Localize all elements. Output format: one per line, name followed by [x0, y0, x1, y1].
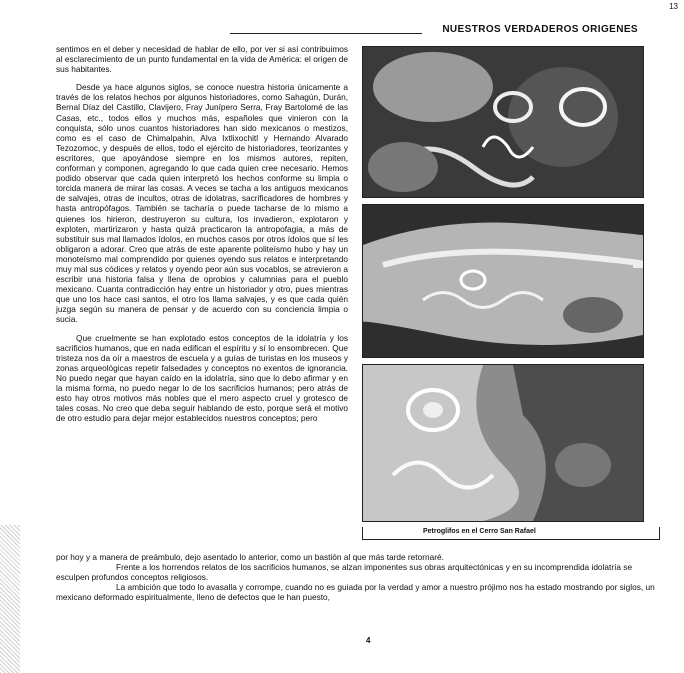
petroglyph-photo-3 [362, 364, 644, 522]
paragraph: La ambición que todo lo avasalla y corrompe, cuando no es guiada por la verdad y amor a nuestro prójimo nos ha estado mostrando por siglos, un mexicano deformado espiritualmente, lleno de defectos que le han puesto, [56, 582, 655, 603]
corner-mark: 13 [669, 2, 678, 11]
header-title: NUESTROS VERDADEROS ORIGENES [442, 24, 638, 35]
photo-caption-box [362, 527, 660, 540]
photo-caption: Petroglifos en el Cerro San Rafael [423, 528, 536, 535]
paragraph: Desde ya hace algunos siglos, se conoce nuestra historia únicamente a través de los relatos hechos por algunos historiadores, como Sahagún, Durán, Bernal Díaz del Castillo, Clavijero, Fray Junípero Serra, Fray Bartolomé de las Casas, etc., todos ellos y muchos más, españoles que vinieron con la conquista, sólo unos cuantos historiadores han sido mexicanos o mestizos, como es el caso de Chimalpahin, Alva Ixtlixochitl y Hernando Alvarado Tezozomoc, y después de ellos, todo el ejército de historiadores, teorizantes y escritores, que apoyándose siempre en los mismos autores, repiten, conforman y componen, agregando lo que cada quien cree necesario. Hemos podido observar que cada quien interpretó los hechos conforme su limpia o torcida manera de mirar las cosas. A veces se tacha a los antiguos mexicanos de salvajes, otras de incultos, otras de idolatras, sacrificadores de hombres y hasta antropófagos. También se tacharía o puede tacharse de lo mismo a quienes los hirieron, destruyeron su cultura, los invadieron, explotaron y exploten, martirizaron y hasta quizá practicaron la antropofagia, a más de substituir sus mal llamados ídolos, en muchos casos por otros ídolos que sí les obligaron a adorar. Creo que atrás de este aparente politeísmo hubo y hay un monoteísmo mal comprendido por quienes oyendo sus relatos e interpretando muy mal sus códices y relatos y oyendo peor aún sus vocablos, se atrevieron a escribir una historia falsa y llena de oprobios y calumnias para el pueblo mexicano. Cuanta contradicción hay entre un historiador y otro, pues mientras que uno los hace casi santos, el otro los llama salvajes, y es que cada quién juzga según su manera de pensar y de acuerdo con su conciencia limpia o sucia. [56, 82, 348, 325]
photo-column [362, 46, 650, 528]
full-width-text [56, 552, 656, 602]
left-text-column [56, 44, 348, 423]
page-number: 4 [366, 636, 371, 645]
scan-noise-edge [0, 525, 20, 673]
paragraph: Frente a los horrendos relatos de los sacrificios humanos, se alzan imponentes sus obras arquitectónicas y en su incomprendida idolatría se esculpen profundos conceptos religiosos. [56, 562, 633, 583]
header-rule [230, 33, 422, 34]
petroglyph-photo-2 [362, 204, 644, 358]
paragraph: Que cruelmente se han explotado estos conceptos de la idolatría y los sacrificios humanos, que en nada edifican el espíritu y sí lo ensombrecen. Que tristeza nos da oír a maestros de escuela y a guías de turistas en los museos y zonas arqueológicas repetir falsedades y conceptos no exentos de ignorancia. No puedo negar que hayan caído en la idolatría, sino que lo debo afirmar y en la misma forma, no puedo negar lo de los sacrificios humanos; pero atrás de esto hay otros motivos más nobles que el mero aspecto cruel y grotesco de tales cosas. No creo que deba seguir hablando de esto, porque será el motivo de otro estudio para dejar mejor establecidos nuestros conceptos; pero [56, 332, 348, 424]
paragraph: por hoy y a manera de preámbulo, dejo asentado lo anterior, como un bastión al que más tarde retornaré. [56, 552, 444, 562]
petroglyph-photo-1 [362, 46, 644, 198]
paragraph: sentimos en el deber y necesidad de hablar de ello, por ver si así contribuimos al esclarecimiento de un punto fundamental en la vida de América: el origen de sus habitantes. [56, 44, 348, 75]
running-header [230, 24, 638, 38]
